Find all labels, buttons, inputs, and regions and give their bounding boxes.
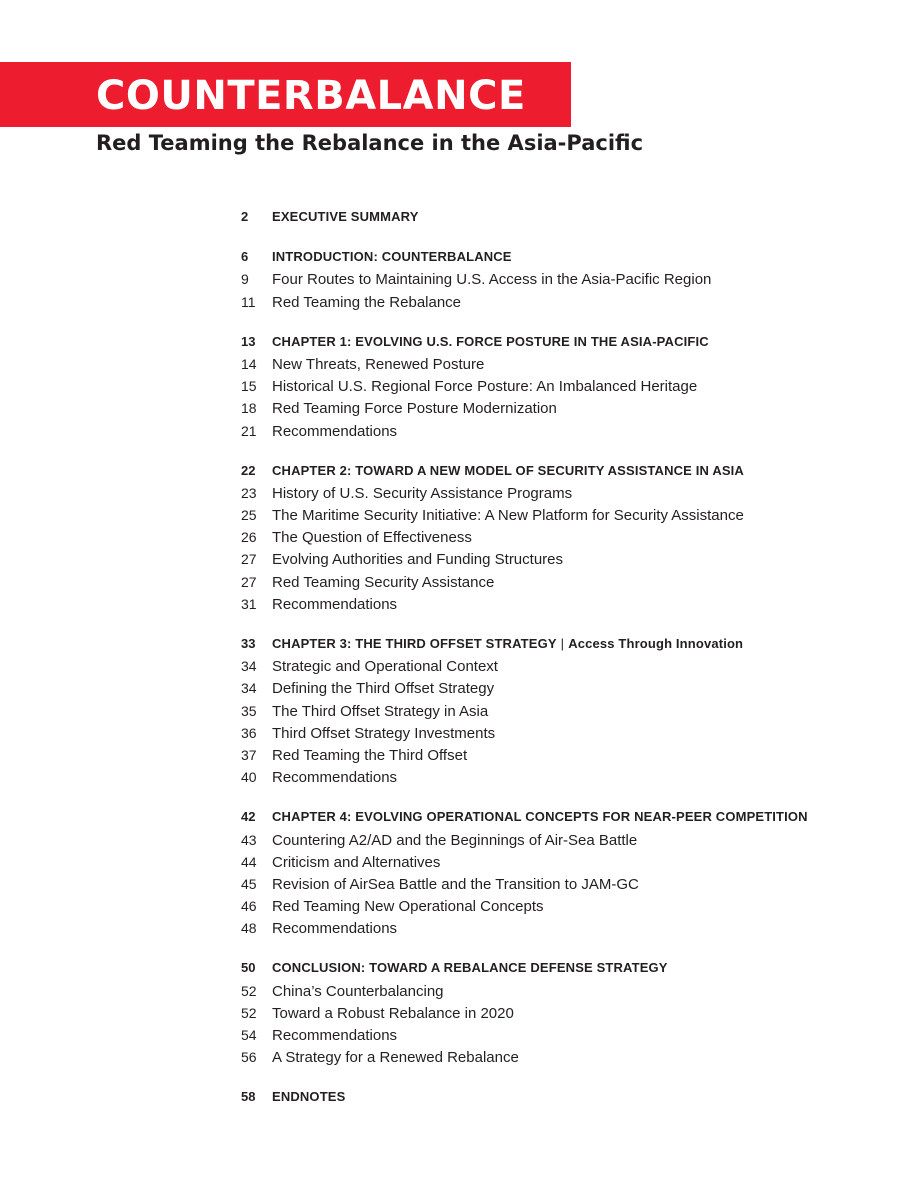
toc-entry[interactable] <box>241 722 901 744</box>
toc-entry[interactable] <box>241 1002 901 1024</box>
toc-page-number: 37 <box>241 746 257 763</box>
toc-page-number: 13 <box>241 333 256 349</box>
toc-entry-title: Red Teaming the Rebalance <box>272 293 462 311</box>
toc-page-number: 26 <box>241 529 257 546</box>
toc-entry[interactable] <box>241 829 901 851</box>
toc-heading-title <box>272 957 668 979</box>
toc-heading-title <box>272 206 419 228</box>
toc-section <box>241 246 901 313</box>
toc-entry-title: Red Teaming New Operational Concepts <box>272 898 544 916</box>
toc-page-number: 27 <box>241 551 257 568</box>
toc-entry[interactable] <box>241 571 901 593</box>
toc-heading[interactable] <box>241 206 901 228</box>
toc-section <box>241 806 901 939</box>
toc-entry-title: Toward a Robust Rebalance in 2020 <box>272 1004 514 1022</box>
toc-page-number: 54 <box>241 1027 257 1043</box>
toc-entry[interactable] <box>241 291 901 313</box>
toc-entry[interactable] <box>241 744 901 766</box>
toc-page-number: 34 <box>241 680 257 697</box>
toc-heading-title-text: CHAPTER 2: TOWARD A NEW MODEL OF SECURITY ASSISTANCE IN ASIA <box>272 462 744 478</box>
toc-entry[interactable] <box>241 700 901 722</box>
toc-entry[interactable] <box>241 917 901 939</box>
toc-entry[interactable] <box>241 353 901 375</box>
toc-page-number: 43 <box>241 831 257 848</box>
toc-entry[interactable] <box>241 980 901 1002</box>
toc-entry-title: Countering A2/AD and the Beginnings of Air-Sea Battle <box>272 831 638 849</box>
toc-heading[interactable] <box>241 633 901 655</box>
toc-page-number: 22 <box>241 462 256 478</box>
toc-entry[interactable] <box>241 851 901 873</box>
toc-page-number: 11 <box>241 293 256 310</box>
toc-page-number: 18 <box>241 400 257 417</box>
toc-entry-title: Red Teaming Force Posture Modernization <box>272 400 557 418</box>
toc-page-number: 35 <box>241 702 257 719</box>
page-title: COUNTERBALANCE <box>96 73 526 119</box>
toc-heading-subtitle: Access Through Innovation <box>568 636 744 651</box>
toc-entry[interactable] <box>241 375 901 397</box>
toc-heading-title <box>272 633 743 655</box>
toc-entry[interactable] <box>241 593 901 615</box>
toc-entry-title: Strategic and Operational Context <box>272 658 498 676</box>
toc-heading-title <box>272 1086 345 1108</box>
toc-entry[interactable] <box>241 268 901 290</box>
toc-page-number: 33 <box>241 636 256 651</box>
toc-page-number: 46 <box>241 898 257 915</box>
toc-entry-title: Red Teaming Security Assistance <box>272 573 495 591</box>
toc-page-number: 21 <box>241 422 257 439</box>
toc-entry[interactable] <box>241 873 901 895</box>
toc-page-number: 44 <box>241 853 257 870</box>
toc-entry[interactable] <box>241 504 901 526</box>
toc-section <box>241 633 901 788</box>
toc-page-number: 14 <box>241 355 257 372</box>
toc-page-number: 2 <box>241 209 249 224</box>
toc-entry-title: The Question of Effectiveness <box>272 529 472 547</box>
toc-entry-title: Evolving Authorities and Funding Structures <box>272 551 563 569</box>
toc-page-number: 27 <box>241 573 257 590</box>
toc-entry-title: History of U.S. Security Assistance Programs <box>272 484 573 502</box>
toc-page-number: 34 <box>241 658 257 675</box>
toc-page-number: 31 <box>241 595 257 612</box>
toc-heading-title <box>272 460 744 482</box>
toc-entry[interactable] <box>241 677 901 699</box>
toc-page-number: 23 <box>241 484 257 501</box>
toc-entry-title: Recommendations <box>272 920 398 938</box>
toc-heading[interactable] <box>241 957 901 979</box>
toc-entry[interactable] <box>241 526 901 548</box>
page-subtitle: Red Teaming the Rebalance in the Asia-Pacific <box>96 131 644 155</box>
toc-heading-title-text: CHAPTER 1: EVOLVING U.S. FORCE POSTURE IN THE ASIA-PACIFIC <box>272 333 709 349</box>
toc-page-number: 52 <box>241 982 257 999</box>
toc-entry[interactable] <box>241 895 901 917</box>
toc-section <box>241 206 901 228</box>
toc-section <box>241 331 901 442</box>
toc-heading[interactable] <box>241 1086 901 1108</box>
toc-entry-title: China’s Counterbalancing <box>272 982 444 1000</box>
toc-heading-title <box>272 246 512 268</box>
toc-heading-title-text: CONCLUSION: TOWARD A REBALANCE DEFENSE STRATEGY <box>272 960 668 976</box>
toc-entry[interactable] <box>241 420 901 442</box>
toc-entry-title: Recommendations <box>272 1027 398 1044</box>
toc-entry[interactable] <box>241 1024 901 1046</box>
toc-entry[interactable] <box>241 397 901 419</box>
toc-entry-title: New Threats, Renewed Posture <box>272 355 485 373</box>
toc-entry[interactable] <box>241 1046 901 1068</box>
table-of-contents <box>241 206 901 1127</box>
toc-page-number: 50 <box>241 960 256 976</box>
toc-entry-title: Recommendations <box>272 769 398 787</box>
toc-entry-title: Criticism and Alternatives <box>272 853 441 871</box>
toc-entry-title: Recommendations <box>272 595 398 613</box>
toc-section <box>241 1086 901 1108</box>
toc-page-number: 45 <box>241 875 257 892</box>
toc-section <box>241 460 901 615</box>
toc-page-number: 25 <box>241 507 257 524</box>
toc-page-number: 48 <box>241 920 257 937</box>
toc-entry-title: Revision of AirSea Battle and the Transition to JAM-GC <box>272 875 639 893</box>
toc-heading[interactable] <box>241 806 901 828</box>
toc-page-number: 15 <box>241 378 257 395</box>
toc-page-number: 42 <box>241 809 256 825</box>
toc-heading-title-text: ENDNOTES <box>272 1089 346 1105</box>
toc-entry[interactable] <box>241 548 901 570</box>
toc-entry-title: Recommendations <box>272 422 398 440</box>
toc-entry-title: Four Routes to Maintaining U.S. Access in the Asia-Pacific Region <box>272 271 712 289</box>
toc-page-number: 58 <box>241 1089 256 1105</box>
toc-page-number: 40 <box>241 769 257 786</box>
toc-heading[interactable] <box>241 460 901 482</box>
toc-entry-title: The Third Offset Strategy in Asia <box>272 702 489 720</box>
toc-heading[interactable] <box>241 331 901 353</box>
toc-entry-title: Third Offset Strategy Investments <box>272 724 496 742</box>
toc-entry[interactable] <box>241 655 901 677</box>
toc-heading-title-text: CHAPTER 4: EVOLVING OPERATIONAL CONCEPTS FOR NEAR-PEER COMPETITION <box>272 809 808 825</box>
toc-heading-title-text: EXECUTIVE SUMMARY <box>272 209 419 224</box>
toc-page-number: 52 <box>241 1004 257 1021</box>
toc-entry-title: Red Teaming the Third Offset <box>272 746 468 764</box>
toc-heading-title <box>272 806 808 828</box>
toc-heading-title <box>272 331 709 353</box>
toc-entry[interactable] <box>241 482 901 504</box>
toc-entry-title: A Strategy for a Renewed Rebalance <box>272 1049 519 1067</box>
toc-page-number: 56 <box>241 1049 257 1066</box>
title-banner <box>0 62 571 127</box>
toc-heading-title-text: INTRODUCTION: COUNTERBALANCE <box>272 249 512 265</box>
toc-heading[interactable] <box>241 246 901 268</box>
toc-page-number: 9 <box>241 271 249 288</box>
toc-page-number: 6 <box>241 249 249 265</box>
toc-section <box>241 957 901 1068</box>
toc-entry-title: Defining the Third Offset Strategy <box>272 680 495 698</box>
toc-entry-title: Historical U.S. Regional Force Posture: An Imbalanced Heritage <box>272 378 698 396</box>
toc-heading-title-text: CHAPTER 3: THE THIRD OFFSET STRATEGY <box>272 636 557 651</box>
toc-heading-separator: | <box>560 636 565 651</box>
toc-entry[interactable] <box>241 766 901 788</box>
toc-entry-title: The Maritime Security Initiative: A New Platform for Security Assistance <box>272 507 744 525</box>
toc-page-number: 36 <box>241 724 257 741</box>
